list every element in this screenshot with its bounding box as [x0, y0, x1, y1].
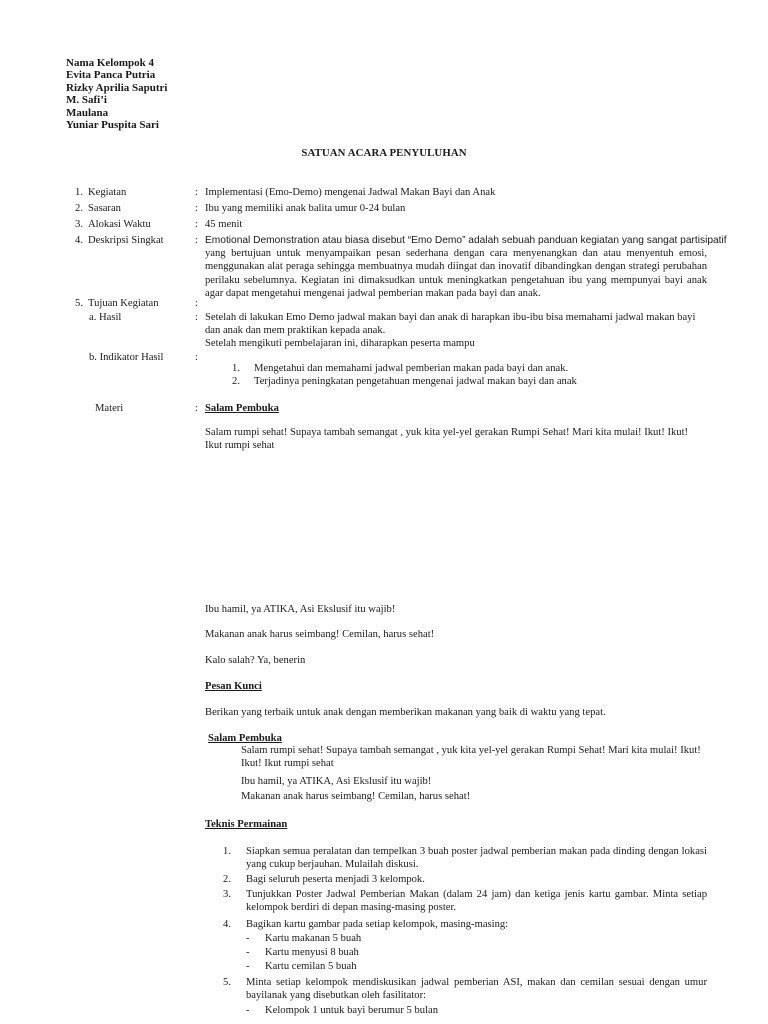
teknis-step: Tunjukkan Poster Jadwal Pemberian Makan (dalam 24 jam) dan ketiga jenis kartu gambar. Minta setiap kelompok berdiri di depan masing-masing poster.	[246, 889, 707, 914]
row-value-sasaran: Ibu yang memiliki anak balita umur 0-24 bulan	[205, 203, 406, 214]
indikator-number: 1.	[232, 363, 240, 374]
row-colon: :	[195, 187, 198, 198]
row-number: 4.	[75, 235, 83, 246]
indikator-item: Mengetahui dan memahami jadwal pemberian makan pada bayi dan anak.	[254, 363, 569, 374]
salam2-line-makanan: Makanan anak harus seimbang! Cemilan, harus sehat!	[241, 791, 471, 802]
indikator-item: Terjadinya peningkatan pengetahuan mengenai jadwal makan bayi dan anak	[254, 376, 577, 387]
row-label-materi: Materi	[95, 403, 124, 414]
hasil-value: Setelah di lakukan Emo Demo jadwal makan bayi dan anak di harapkan ibu-ibu bisa memahami jadwal makan bayi dan anak dan mem praktikan kepada anak.	[205, 312, 696, 337]
row-label-sasaran: Sasaran	[88, 203, 121, 214]
member-name: Maulana	[66, 106, 109, 119]
member-name: Rizky Aprilia Saputri	[66, 81, 168, 94]
member-name: M. Safi’i	[66, 94, 107, 107]
member-name: Yuniar Puspita Sari	[66, 119, 159, 132]
teknis-sub-item: Kartu menyusi 8 buah	[265, 947, 359, 958]
row-label-alokasi: Alokasi Waktu	[88, 219, 151, 230]
teknis-step: Bagi seluruh peserta menjadi 3 kelompok.	[246, 874, 425, 885]
teknis-step-number: 3.	[223, 889, 231, 900]
group-name-line: Nama Kelompok 4	[66, 57, 154, 69]
salam2-line-atika: Ibu hamil, ya ATIKA, Asi Ekslusif itu wajib!	[241, 776, 432, 787]
row-colon: :	[195, 312, 198, 323]
teknis-sub-item: Kelompok 1 untuk bayi berumur 5 bulan	[265, 1005, 439, 1016]
row-number: 5.	[75, 298, 83, 309]
deskripsi-body: yang bertujuan untuk menyampaikan pesan sederhana dengan cara menyenangkan dan atau menyentuh emosi, menggunakan alat peraga sehingga membuatnya mudah diingat dan inovatif dibandingkan dengan strategi perubahan perilaku sebelumnya. Kegiatan ini dimaksudkan untuk meningkatkan pengetahuan ibu yang mempunyai bayi anak agar dapat mengetahui mengenai jadwal pemberian makan pada bayi dan anak.	[205, 248, 707, 300]
row-label-indikator: b. Indikator Hasil	[89, 352, 164, 363]
row-colon: :	[195, 219, 198, 230]
salam-pembuka-heading: Salam Pembuka	[205, 403, 279, 414]
pesan-kunci-heading: Pesan Kunci	[205, 681, 262, 692]
row-value-kegiatan: Implementasi (Emo-Demo) mengenai Jadwal Makan Bayi dan Anak	[205, 187, 496, 198]
materi-line-salah: Kalo salah? Ya, benerin	[205, 655, 306, 666]
teknis-heading: Teknis Permainan	[205, 819, 288, 830]
hasil-value-2: Setelah mengikuti pembelajaran ini, diharapkan peserta mampu	[205, 338, 475, 349]
deskripsi-first-line: Emotional Demonstration atau biasa disebut “Emo Demo” adalah sebuah panduan kegiatan yang sangat partisipatif	[205, 235, 727, 246]
teknis-sub-item: Kartu cemilan 5 buah	[265, 961, 357, 972]
teknis-step-number: 4.	[223, 919, 231, 930]
row-label-deskripsi: Deskripsi Singkat	[88, 235, 164, 246]
materi-line-makanan: Makanan anak harus seimbang! Cemilan, harus sehat!	[205, 629, 435, 640]
teknis-step-number: 5.	[223, 977, 231, 988]
teknis-step: Siapkan semua peralatan dan tempelkan 3 buah poster jadwal pemberian makan pada dinding dengan lokasi yang cukup berjauhan. Mulailah diskusi.	[246, 846, 707, 871]
list-dash: -	[246, 947, 250, 958]
salam-pembuka-text: Salam rumpi sehat! Supaya tambah semangat , yuk kita yel-yel gerakan Rumpi Sehat! Mari kita mulai! Ikut! Ikut! Ikut rumpi sehat	[205, 427, 689, 452]
salam-pembuka-heading-2: Salam Pembuka	[208, 733, 282, 744]
row-colon: :	[195, 298, 198, 309]
row-colon: :	[195, 235, 198, 246]
list-dash: -	[246, 1005, 250, 1016]
row-number: 2.	[75, 203, 83, 214]
pesan-kunci-text: Berikan yang terbaik untuk anak dengan memberikan makanan yang baik di waktu yang tepat.	[205, 707, 606, 718]
teknis-step-number: 1.	[223, 846, 231, 857]
list-dash: -	[246, 961, 250, 972]
row-label-tujuan: Tujuan Kegiatan	[88, 298, 159, 309]
row-colon: :	[195, 352, 198, 363]
document-title: SATUAN ACARA PENYULUHAN	[301, 147, 467, 159]
row-number: 3.	[75, 219, 83, 230]
group-members	[66, 57, 167, 131]
row-number: 1.	[75, 187, 83, 198]
salam-pembuka-text-2: Salam rumpi sehat! Supaya tambah semangat , yuk kita yel-yel gerakan Rumpi Sehat! Mari kita mulai! Ikut! Ikut! Ikut rumpi sehat	[241, 745, 701, 770]
teknis-step: Minta setiap kelompok mendiskusikan jadwal pemberian ASI, makan dan cemilan sesuai dengan umur bayilanak yang disebutkan oleh fasilitator:	[246, 977, 707, 1002]
teknis-step-number: 2.	[223, 874, 231, 885]
row-label-kegiatan: Kegiatan	[88, 187, 127, 198]
row-colon: :	[195, 403, 198, 414]
list-dash: -	[246, 933, 250, 944]
row-label-hasil: a. Hasil	[89, 312, 122, 323]
indikator-number: 2.	[232, 376, 240, 387]
teknis-sub-item: Kartu makanan 5 buah	[265, 933, 362, 944]
member-name: Evita Panca Putria	[66, 69, 156, 82]
row-value-alokasi: 45 menit	[205, 219, 243, 230]
row-colon: :	[195, 203, 198, 214]
materi-line-atika: Ibu hamil, ya ATIKA, Asi Ekslusif itu wajib!	[205, 604, 396, 615]
teknis-step: Bagikan kartu gambar pada setiap kelompok, masing-masing:	[246, 919, 509, 930]
